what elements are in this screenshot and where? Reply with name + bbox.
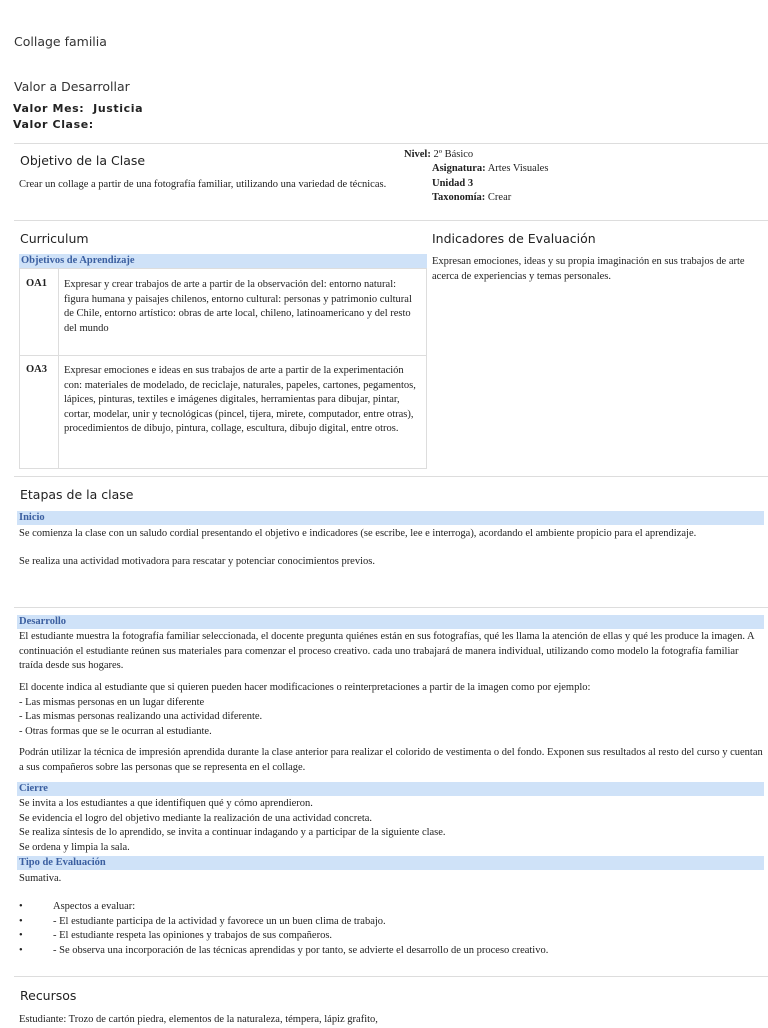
- list-item: • - El estudiante participa de la actividad y favorece un un buen clima de trabajo.: [19, 915, 719, 930]
- oa-text: Expresar emociones e ideas en sus trabajos de arte a partir de la experimentación con: materiales de modelado, de reciclaje, naturales, papeles, cartones, pegamentos, lápices, pinturas, textiles e imágenes digitales, herramientas para dibujar, pintar, cortar, modelar, unir y tecnológicas (pincel, tijera, mirete, computador, entre otras), procedimientos de dibujo, pintura, collage, escultura, dibujo digital, entre otros.: [58, 356, 426, 468]
- indicadores-heading: Indicadores de Evaluación: [432, 231, 596, 246]
- table-row: [20, 269, 426, 356]
- etapas-heading: Etapas de la clase: [20, 487, 134, 502]
- unidad-line: [432, 177, 473, 192]
- list-item: • - El estudiante respeta las opiniones y trabajos de sus compañeros.: [19, 929, 719, 944]
- taxonomia-label: Taxonomía:: [432, 192, 486, 203]
- desarrollo-band: Desarrollo: [17, 615, 764, 629]
- nivel-value: 2º Básico: [433, 149, 474, 160]
- objetivo-heading: Objetivo de la Clase: [20, 153, 146, 168]
- curriculum-heading: Curriculum: [20, 231, 89, 246]
- bullet-icon: •: [19, 944, 23, 956]
- taxonomia-value: Crear: [487, 192, 512, 203]
- document-title: Collage familia: [14, 34, 107, 49]
- desarrollo-text-3: Podrán utilizar la técnica de impresión aprendida durante la clase anterior para realizar el colorido de vestimenta o del fondo. Exponen sus resultados al resto del curso y cuentan a sus compañeros sobre las personas que se representa en el collage.: [19, 747, 763, 773]
- evaluacion-bullets: [19, 900, 719, 958]
- divider: [14, 220, 768, 221]
- objetivo-text: Crear un collage a partir de una fotografía familiar, utilizando una variedad de técnicas.: [19, 179, 387, 190]
- desarrollo-line: El docente indica al estudiante que si quieren pueden hacer modificaciones o reinterpretaciones a partir de la imagen como por ejemplo:: [19, 682, 591, 693]
- divider: [14, 476, 768, 477]
- valor-heading: Valor a Desarrollar: [14, 79, 130, 94]
- valor-mes-value: Justicia: [93, 102, 144, 115]
- cierre-line: Se invita a los estudiantes a que identifiquen qué y cómo aprendieron.: [19, 798, 313, 809]
- recursos-text: Estudiante: Trozo de cartón piedra, elementos de la naturaleza, témpera, lápiz grafito,: [19, 1014, 378, 1025]
- valor-clase-label: Valor Clase:: [13, 118, 94, 131]
- divider: [14, 143, 768, 144]
- list-item: • Aspectos a evaluar:: [19, 900, 719, 915]
- evaluacion-type: Sumativa.: [19, 873, 62, 884]
- cierre-line: Se ordena y limpia la sala.: [19, 841, 130, 853]
- cierre-line: Se evidencia el logro del objetivo mediante la realización de una actividad concreta.: [19, 812, 373, 824]
- inicio-band: Inicio: [17, 511, 764, 525]
- indicadores-text: Expresan emociones, ideas y su propia imaginación en sus trabajos de arte acerca de experiencias y temas personales.: [432, 256, 745, 282]
- inicio-text-1: Se comienza la clase con un saludo cordial presentando el objetivo e indicadores (se escribe, lee e interroga), acordando el ambiente propicio para el aprendizaje.: [19, 528, 697, 539]
- valor-mes: [13, 102, 143, 117]
- bullet-icon: •: [19, 930, 23, 941]
- taxonomia-line: [432, 191, 511, 206]
- table-row: [20, 356, 426, 468]
- asignatura-value: Artes Visuales: [487, 163, 549, 174]
- desarrollo-line: - Otras formas que se le ocurran al estudiante.: [19, 725, 212, 737]
- asignatura-label: Asignatura:: [432, 163, 486, 174]
- nivel-label: Nivel:: [404, 149, 431, 160]
- cierre-band: Cierre: [17, 782, 764, 796]
- oa-text: Expresar y crear trabajos de arte a partir de la observación del: entorno natural: figura humana y paisajes chilenos, entorno cultural: personas y patrimonio cultural de Chile, entorno artístico: obras de arte local, chileno, latinoamericano y del resto del mundo: [58, 269, 426, 355]
- desarrollo-text-2: [19, 681, 759, 739]
- cierre-line: Se realiza síntesis de lo aprendido, se invita a continuar indagando y a participar de la siguiente clase.: [19, 827, 446, 838]
- desarrollo-line: - Las mismas personas en un lugar diferente: [19, 696, 205, 708]
- oa-code: OA3: [26, 364, 47, 375]
- oa-code: OA1: [26, 278, 47, 289]
- asignatura-line: [432, 162, 548, 177]
- bullet-icon: •: [19, 915, 23, 927]
- evaluacion-band: Tipo de Evaluación: [17, 856, 764, 870]
- recursos-heading: Recursos: [20, 988, 77, 1003]
- valor-mes-label: Valor Mes:: [13, 102, 85, 115]
- oa-table: [19, 268, 427, 469]
- nivel-line: [404, 148, 473, 163]
- objetivos-aprendizaje-band: Objetivos de Aprendizaje: [19, 254, 427, 268]
- unidad-label: Unidad 3: [432, 178, 474, 189]
- desarrollo-text-1: El estudiante muestra la fotografía familiar seleccionada, el docente pregunta quiénes están en sus fotografías, qué les llama la atención de ellas y qué les produce la imagen. A continuación el estudiante reúnen sus materiales para comenzar el proceso creativo. cada uno trabajará de manera individual, utilizando como modelo la fotografía familiar traída desde sus hogares.: [19, 631, 755, 671]
- desarrollo-line: - Las mismas personas realizando una actividad diferente.: [19, 711, 263, 722]
- list-item: • - Se observa una incorporación de las técnicas aprendidas y por tanto, se advierte el desarrollo de un proceso creativo.: [19, 944, 719, 959]
- inicio-text-2: Se realiza una actividad motivadora para rescatar y potenciar conocimientos previos.: [19, 556, 375, 567]
- cierre-text: [19, 797, 759, 855]
- divider: [14, 976, 768, 977]
- divider: [14, 607, 768, 608]
- bullet-icon: •: [19, 901, 23, 912]
